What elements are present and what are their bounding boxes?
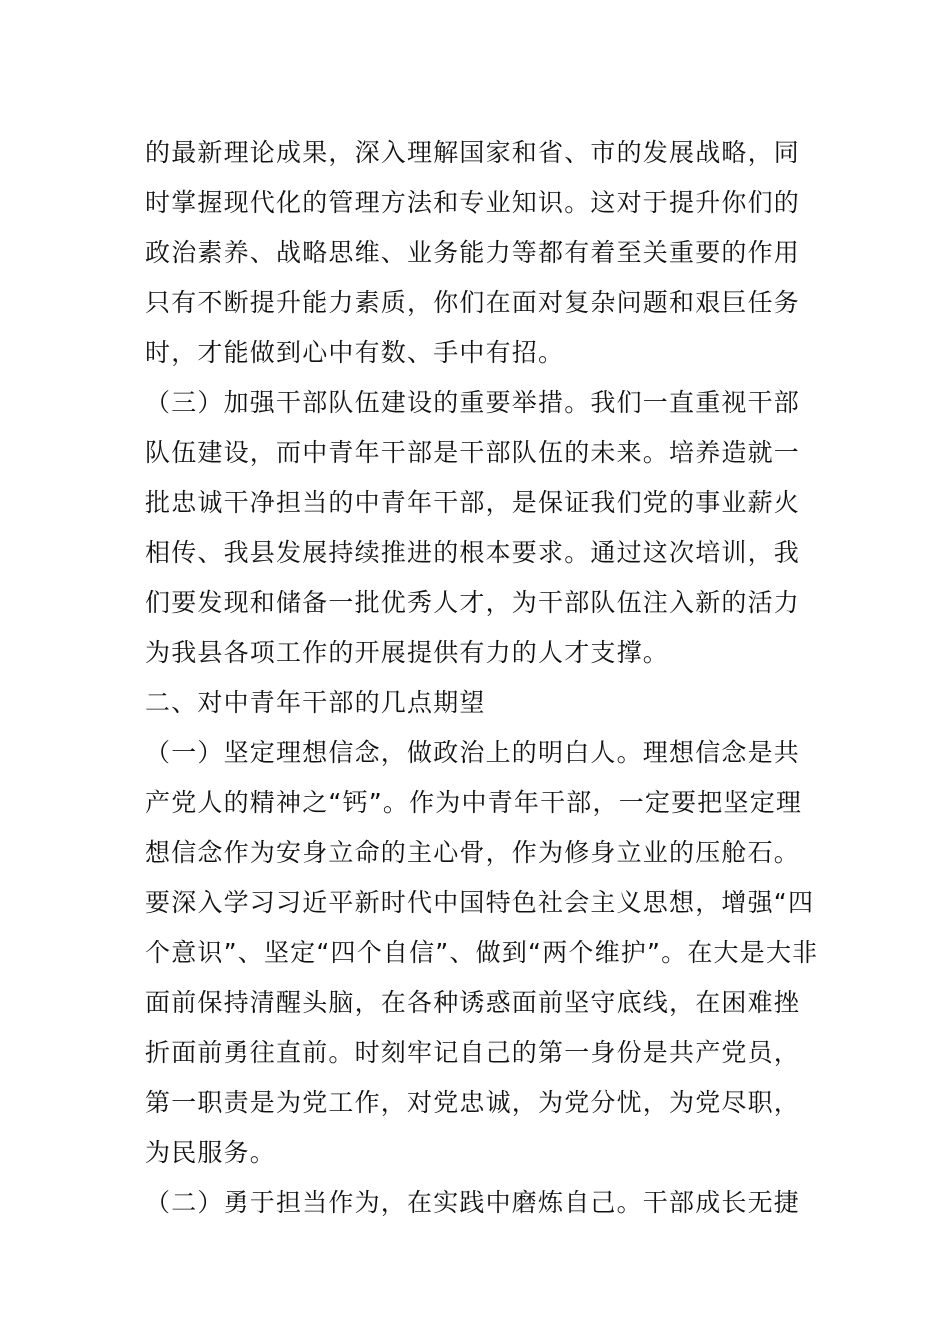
text-line: 时掌握现代化的管理方法和专业知识。这对于提升你们的 [145, 188, 801, 217]
text-line: 要深入学习习近平新时代中国特色社会主义思想，增强“四 [145, 888, 815, 917]
document-body [145, 128, 819, 1228]
text-line: 队伍建设，而中青年干部是干部队伍的未来。培养造就一 [145, 438, 801, 467]
text-line: 政治素养、战略思维、业务能力等都有着至关重要的作用 [145, 238, 801, 267]
section-heading-3: （三）加强干部队伍建设的重要举措。我们一直重视干部 [145, 388, 801, 417]
text-line: 时，才能做到心中有数、手中有招。 [145, 338, 565, 367]
section-heading-2: （二）勇于担当作为，在实践中磨炼自己。干部成长无捷 [145, 1188, 801, 1217]
text-line: 个意识”、坚定“四个自信”、做到“两个维护”。在大是大非 [145, 938, 819, 967]
text-line: 为我县各项工作的开展提供有力的人才支撑。 [145, 638, 670, 667]
section-heading-1: （一）坚定理想信念，做政治上的明白人。理想信念是共 [145, 738, 801, 767]
text-line: 第一职责是为党工作，对党忠诚，为党分忧，为党尽职， [145, 1088, 801, 1117]
text-line: 折面前勇往直前。时刻牢记自己的第一身份是共产党员， [145, 1038, 801, 1067]
text-line: 的最新理论成果，深入理解国家和省、市的发展战略，同 [145, 138, 801, 167]
text-line: 相传、我县发展持续推进的根本要求。通过这次培训，我 [145, 538, 801, 567]
text-line: 们要发现和储备一批优秀人才，为干部队伍注入新的活力 [145, 588, 801, 617]
text-line: 产党人的精神之“钙”。作为中青年干部，一定要把坚定理 [145, 788, 803, 817]
text-line: 面前保持清醒头脑，在各种诱惑面前坚守底线，在困难挫 [145, 988, 801, 1017]
chapter-heading-2: 二、对中青年干部的几点期望 [145, 688, 486, 717]
text-line: 只有不断提升能力素质，你们在面对复杂问题和艰巨任务 [145, 288, 801, 317]
text-line: 为民服务。 [145, 1138, 277, 1167]
text-line: 想信念作为安身立命的主心骨，作为修身立业的压舱石。 [145, 838, 801, 867]
text-line: 批忠诚干净担当的中青年干部，是保证我们党的事业薪火 [145, 488, 801, 517]
